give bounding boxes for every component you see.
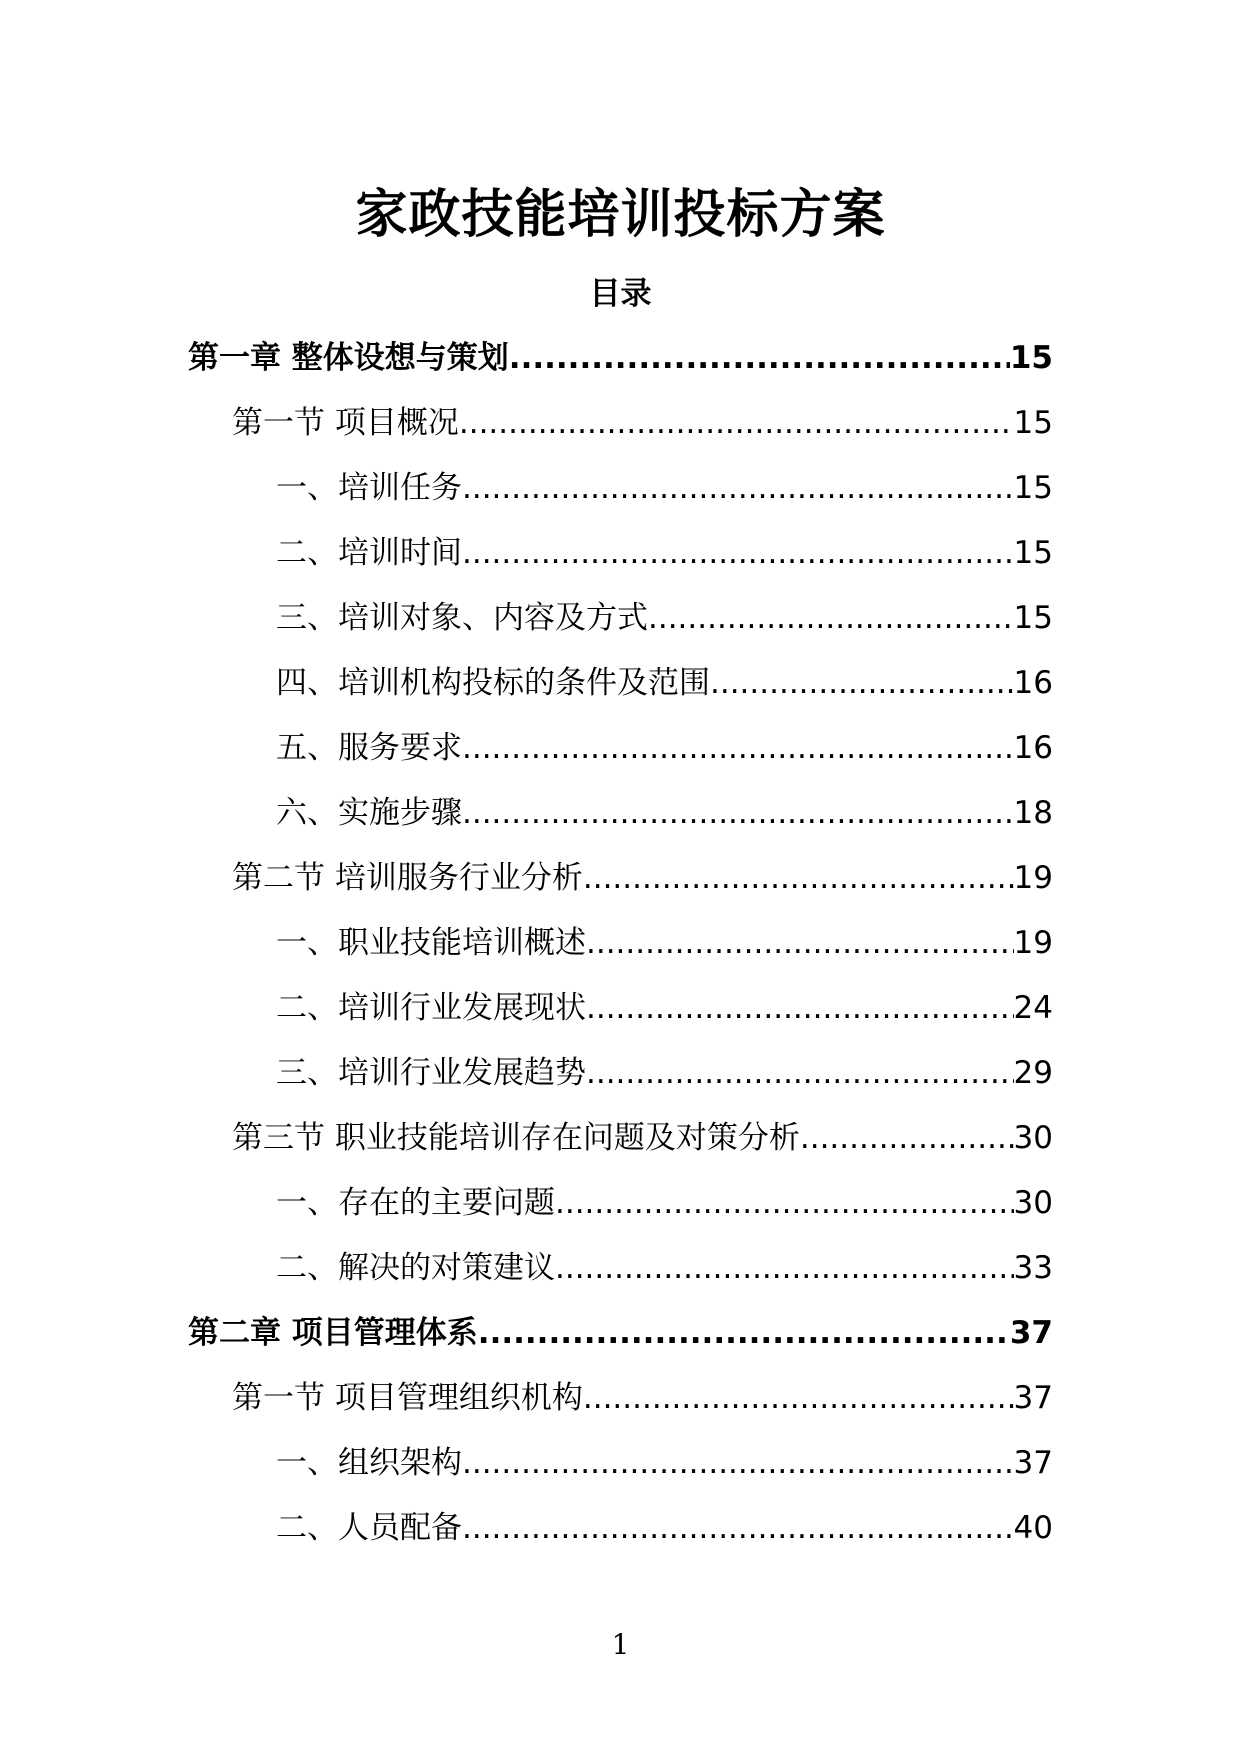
toc-page-number: 15 — [1013, 535, 1053, 571]
toc-entry-item[interactable] — [188, 921, 1053, 986]
toc-dot-leader — [509, 336, 1010, 380]
toc-entry-text: 一、组织架构 — [276, 1445, 462, 1481]
toc-entry-text: 三、培训对象、内容及方式 — [276, 600, 648, 636]
toc-page-number: 30 — [1013, 1185, 1053, 1221]
toc-dot-leader — [462, 466, 1014, 510]
toc-entry-chapter-2[interactable] — [188, 1311, 1053, 1376]
toc-entry-text: 第三节 职业技能培训存在问题及对策分析 — [232, 1120, 800, 1156]
toc-entry-text: 五、服务要求 — [276, 730, 462, 766]
toc-entry-item[interactable] — [188, 726, 1053, 791]
toc-entry-text: 第二节 培训服务行业分析 — [232, 860, 583, 896]
toc-page-number: 37 — [1013, 1445, 1053, 1481]
toc-dot-leader — [583, 856, 1014, 900]
table-of-contents — [188, 336, 1053, 1571]
toc-dot-leader — [462, 531, 1014, 575]
toc-entry-item[interactable] — [188, 1051, 1053, 1116]
toc-entry-item[interactable] — [188, 466, 1053, 531]
toc-entry-text: 第一节 项目管理组织机构 — [232, 1380, 583, 1416]
toc-entry-item[interactable] — [188, 1506, 1053, 1571]
toc-dot-leader — [462, 1441, 1014, 1485]
toc-page-number: 19 — [1013, 925, 1053, 961]
toc-dot-leader — [586, 1051, 1014, 1095]
toc-entry-item[interactable] — [188, 986, 1053, 1051]
toc-dot-leader — [478, 1311, 1010, 1355]
toc-dot-leader — [459, 401, 1014, 445]
toc-dot-leader — [586, 986, 1014, 1030]
toc-entry-item[interactable] — [188, 661, 1053, 726]
toc-entry-chapter-1[interactable] — [188, 336, 1053, 401]
toc-entry-text: 三、培训行业发展趋势 — [276, 1055, 586, 1091]
toc-dot-leader — [555, 1246, 1014, 1290]
toc-entry-item[interactable] — [188, 596, 1053, 661]
toc-dot-leader — [648, 596, 1014, 640]
toc-page-number: 16 — [1013, 730, 1053, 766]
toc-dot-leader — [462, 791, 1014, 835]
toc-entry-text: 一、存在的主要问题 — [276, 1185, 555, 1221]
toc-entry-text: 二、培训时间 — [276, 535, 462, 571]
toc-entry-section[interactable] — [188, 401, 1053, 466]
toc-page-number: 15 — [1013, 600, 1053, 636]
toc-entry-item[interactable] — [188, 1246, 1053, 1311]
toc-page-number: 15 — [1013, 405, 1053, 441]
toc-page-number: 30 — [1013, 1120, 1053, 1156]
toc-page-number: 29 — [1013, 1055, 1053, 1091]
toc-entry-text: 二、人员配备 — [276, 1510, 462, 1546]
toc-page-number: 18 — [1013, 795, 1053, 831]
document-title: 家政技能培训投标方案 — [355, 185, 886, 245]
toc-entry-text: 第一节 项目概况 — [232, 405, 459, 441]
toc-entry-text: 二、解决的对策建议 — [276, 1250, 555, 1286]
toc-page-number: 37 — [1013, 1380, 1053, 1416]
toc-entry-item[interactable] — [188, 531, 1053, 596]
toc-entry-item[interactable] — [188, 791, 1053, 856]
toc-entry-text: 第一章 整体设想与策划 — [188, 340, 509, 376]
toc-entry-text: 四、培训机构投标的条件及范围 — [276, 665, 710, 701]
toc-page-number: 37 — [1009, 1315, 1053, 1351]
toc-dot-leader — [710, 661, 1014, 705]
toc-page-number: 33 — [1013, 1250, 1053, 1286]
toc-dot-leader — [462, 726, 1014, 770]
toc-page-number: 24 — [1013, 990, 1053, 1026]
toc-entry-text: 一、培训任务 — [276, 470, 462, 506]
toc-entry-section[interactable] — [188, 1376, 1053, 1441]
toc-dot-leader — [555, 1181, 1014, 1225]
toc-entry-text: 六、实施步骤 — [276, 795, 462, 831]
toc-page-number: 40 — [1013, 1510, 1053, 1546]
toc-entry-text: 一、职业技能培训概述 — [276, 925, 586, 961]
toc-page-number: 15 — [1009, 340, 1053, 376]
toc-entry-section[interactable] — [188, 1116, 1053, 1181]
toc-dot-leader — [583, 1376, 1014, 1420]
toc-entry-section[interactable] — [188, 856, 1053, 921]
toc-page-number: 16 — [1013, 665, 1053, 701]
toc-dot-leader — [462, 1506, 1014, 1550]
toc-dot-leader — [586, 921, 1014, 965]
toc-page-number: 15 — [1013, 470, 1053, 506]
toc-heading: 目录 — [589, 276, 652, 312]
toc-entry-item[interactable] — [188, 1441, 1053, 1506]
page-number: 1 — [611, 1628, 630, 1661]
toc-entry-item[interactable] — [188, 1181, 1053, 1246]
toc-dot-leader — [800, 1116, 1014, 1160]
toc-entry-text: 第二章 项目管理体系 — [188, 1315, 478, 1351]
toc-entry-text: 二、培训行业发展现状 — [276, 990, 586, 1026]
toc-page-number: 19 — [1013, 860, 1053, 896]
